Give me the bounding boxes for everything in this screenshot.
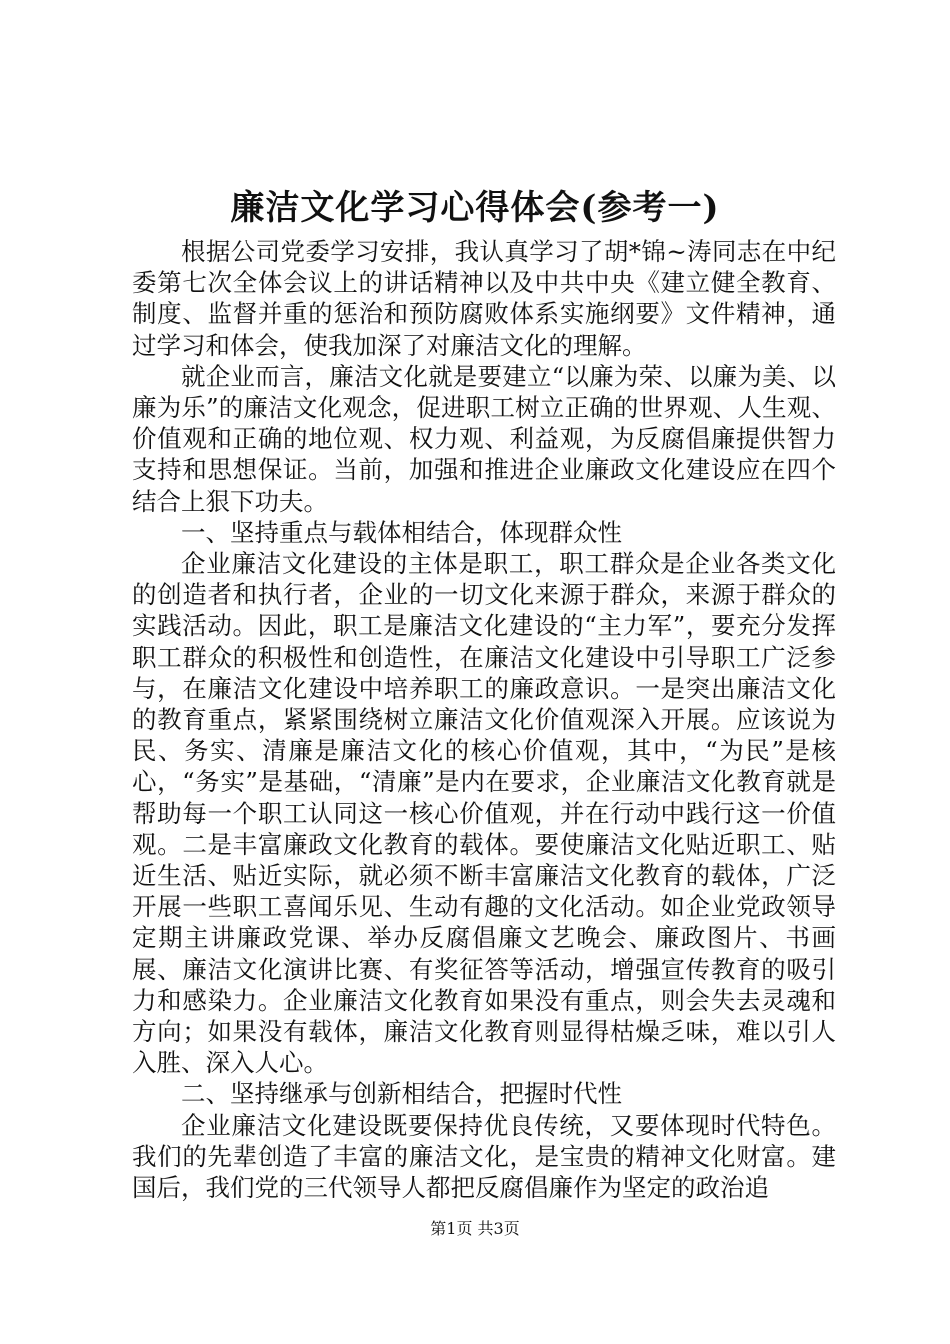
page-footer: 第1页 共3页 [430,1219,520,1238]
paragraph-section-2: 企业廉洁文化建设既要保持优良传统，又要体现时代特色。我们的先辈创造了丰富的廉洁文化，是宝贵的精神文化财富。建国后，我们党的三代领导人都把反腐倡廉作为坚定的政治追 [132,1110,836,1203]
document-body [132,236,836,1203]
section-heading-1: 一、坚持重点与载体相结合，体现群众性 [181,517,622,547]
paragraph-section-1: 企业廉洁文化建设的主体是职工，职工群众是企业各类文化的创造者和执行者，企业的一切文化来源于群众，来源于群众的实践活动。因此，职工是廉洁文化建设的“主力军”，要充分发挥职工群众的积极性和创造性，在廉洁文化建设中引导职工广泛参与，在廉洁文化建设中培养职工的廉政意识。一是突出廉洁文化的教育重点，紧紧围绕树立廉洁文化价值观深入开展。应该说为民、务实、清廉是廉洁文化的核心价值观，其中，“为民”是核心，“务实”是基础，“清廉”是内在要求，企业廉洁文化教育就是帮助每一个职工认同这一核心价值观，并在行动中践行这一价值观。二是丰富廉政文化教育的载体。要使廉洁文化贴近职工、贴近生活、贴近实际，就必须不断丰富廉洁文化教育的载体，广泛开展一些职工喜闻乐见、生动有趣的文化活动。如企业党政领导定期主讲廉政党课、举办反腐倡廉文艺晚会、廉政图片、书画展、廉洁文化演讲比赛、有奖征答等活动，增强宣传教育的吸引力和感染力。企业廉洁文化教育如果没有重点，则会失去灵魂和方向；如果没有载体，廉洁文化教育则显得枯燥乏味，难以引人入胜、深入人心。 [132,549,836,1078]
paragraph-intro: 根据公司党委学习安排，我认真学习了胡*锦~涛同志在中纪委第七次全体会议上的讲话精神以及中共中央《建立健全教育、制度、监督并重的惩治和预防腐败体系实施纲要》文件精神，通过学习和体会，使我加深了对廉洁文化的理解。 [132,237,836,360]
section-heading-2: 二、坚持继承与创新相结合，把握时代性 [181,1079,622,1109]
document-title: 廉洁文化学习心得体会(参考一) [230,188,720,228]
paragraph-enterprise: 就企业而言，廉洁文化就是要建立“以廉为荣、以廉为美、以廉为乐”的廉洁文化观念，促进职工树立正确的世界观、人生观、价值观和正确的地位观、权力观、利益观，为反腐倡廉提供智力支持和思想保证。当前，加强和推进企业廉政文化建设应在四个结合上狠下功夫。 [132,361,836,516]
